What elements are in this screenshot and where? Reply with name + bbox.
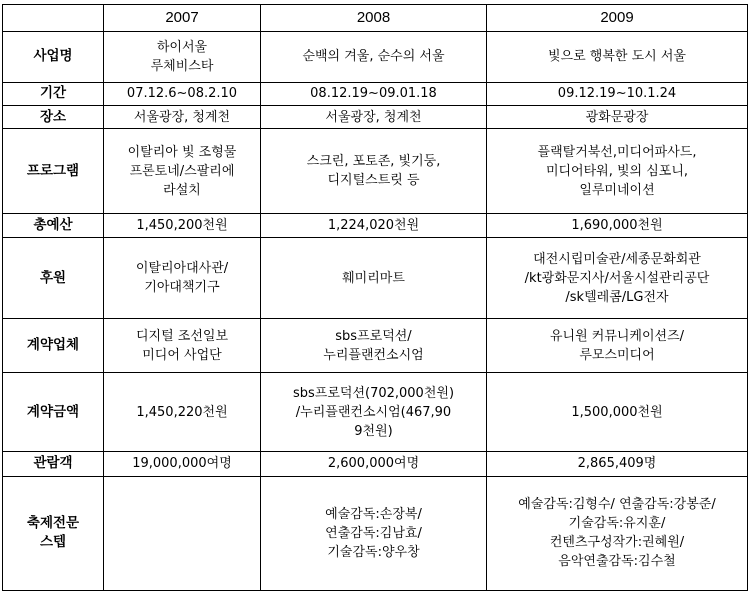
table-row-program xyxy=(3,129,748,214)
cell-2007: 서울광장, 청계천 xyxy=(104,105,261,129)
table-row-venue xyxy=(3,105,748,129)
row-label: 사업명 xyxy=(3,31,104,82)
festival-comparison-table xyxy=(2,4,748,591)
table-row-contractor xyxy=(3,319,748,373)
row-label: 축제전문 스텝 xyxy=(3,476,104,590)
cell-2009: 플랙탈거북선,미디어파사드, 미디어타워, 빛의 심포니, 일루미네이션 xyxy=(487,129,748,214)
cell-2007 xyxy=(104,476,261,590)
cell-2008: sbs프로덕션/ 누리플랜컨소시엄 xyxy=(261,319,487,373)
row-label: 총예산 xyxy=(3,214,104,238)
cell-2008: 서울광장, 청계천 xyxy=(261,105,487,129)
cell-2008: 순백의 겨울, 순수의 서울 xyxy=(261,31,487,82)
row-label: 장소 xyxy=(3,105,104,129)
cell-2008: 08.12.19~09.01.18 xyxy=(261,82,487,105)
cell-2007: 1,450,220천원 xyxy=(104,373,261,452)
year-2007-header: 2007 xyxy=(104,5,261,32)
cell-2007: 이탈리아 빛 조형물 프론토네/스팔리에 라설치 xyxy=(104,129,261,214)
row-label: 계약업체 xyxy=(3,319,104,373)
cell-2009: 1,690,000천원 xyxy=(487,214,748,238)
cell-2007: 07.12.6~08.2.10 xyxy=(104,82,261,105)
cell-2008: 2,600,000여명 xyxy=(261,451,487,476)
cell-2007: 1,450,200천원 xyxy=(104,214,261,238)
cell-2009: 예술감독:김형수/ 연출감독:강봉준/ 기술감독:유지훈/ 컨텐츠구성작가:권혜원/ 음악연출감독:김수철 xyxy=(487,476,748,590)
row-label: 관람객 xyxy=(3,451,104,476)
row-label: 후원 xyxy=(3,238,104,319)
table-row-budget xyxy=(3,214,748,238)
cell-2009: 빛으로 행복한 도시 서울 xyxy=(487,31,748,82)
cell-2008: 스크린, 포토존, 빛기둥, 디지털스트릿 등 xyxy=(261,129,487,214)
cell-2009: 1,500,000천원 xyxy=(487,373,748,452)
cell-2009: 09.12.19~10.1.24 xyxy=(487,82,748,105)
table-row-project-name xyxy=(3,31,748,82)
table-row-contract-amount xyxy=(3,373,748,452)
table-row-sponsor xyxy=(3,238,748,319)
table-row-festival-staff xyxy=(3,476,748,590)
cell-2009: 광화문광장 xyxy=(487,105,748,129)
cell-2007: 이탈리아대사관/ 기아대책기구 xyxy=(104,238,261,319)
year-2009-header: 2009 xyxy=(487,5,748,32)
table-row-period xyxy=(3,82,748,105)
cell-2009: 유니원 커뮤니케이션즈/ 루모스미디어 xyxy=(487,319,748,373)
cell-2008: 예술감독:손장복/ 연출감독:김남효/ 기술감독:양우창 xyxy=(261,476,487,590)
cell-2008: 훼미리마트 xyxy=(261,238,487,319)
corner-cell xyxy=(3,5,104,32)
cell-2009: 대전시립미술관/세종문화회관 /kt광화문지사/서울시설관리공단 /sk텔레콤/LG전자 xyxy=(487,238,748,319)
row-label: 기간 xyxy=(3,82,104,105)
row-label: 프로그램 xyxy=(3,129,104,214)
cell-2007: 하이서울 루체비스타 xyxy=(104,31,261,82)
year-2008-header: 2008 xyxy=(261,5,487,32)
cell-2007: 디지털 조선일보 미디어 사업단 xyxy=(104,319,261,373)
table-row-visitors xyxy=(3,451,748,476)
cell-2008: sbs프로덕션(702,000천원) /누리플랜컨소시엄(467,90 9천원) xyxy=(261,373,487,452)
row-label: 계약금액 xyxy=(3,373,104,452)
cell-2007: 19,000,000여명 xyxy=(104,451,261,476)
header-row xyxy=(3,5,748,32)
cell-2008: 1,224,020천원 xyxy=(261,214,487,238)
cell-2009: 2,865,409명 xyxy=(487,451,748,476)
